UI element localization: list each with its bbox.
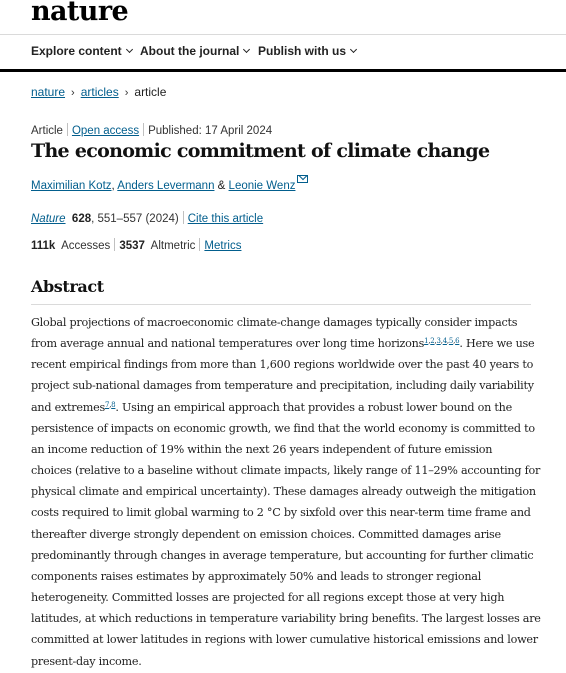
breadcrumb-articles-link[interactable]: articles bbox=[80, 85, 119, 99]
breadcrumb-current: article bbox=[134, 85, 167, 99]
abstract-line: physical climate and empirical uncertainty). These damages already outweigh the mitigation bbox=[31, 485, 536, 499]
section-divider bbox=[31, 304, 531, 305]
abstract-line: Global projections of macroeconomic climate-change damages typically consider impacts bbox=[31, 316, 518, 329]
article-meta bbox=[31, 123, 272, 137]
published-date: Published: 17 April 2024 bbox=[148, 125, 273, 137]
chevron-right-icon: › bbox=[71, 87, 75, 99]
nav-explore-label: Explore content bbox=[31, 44, 122, 58]
open-access-link[interactable]: Open access bbox=[71, 125, 140, 137]
abstract-line: components raises estimates by approximately 50% and leads to stronger regional bbox=[31, 569, 482, 583]
chevron-down-icon bbox=[126, 46, 133, 53]
nav-about-label: About the journal bbox=[140, 44, 240, 58]
chevron-down-icon bbox=[243, 46, 250, 53]
journal-volume: 628 bbox=[71, 213, 92, 225]
nature-logo[interactable]: nature bbox=[31, 0, 129, 27]
article-metrics bbox=[31, 238, 241, 252]
abstract-line: project sub-national damages from temperature and precipitation, including daily variability bbox=[31, 379, 534, 393]
abstract-line bbox=[31, 333, 541, 354]
divider bbox=[199, 238, 200, 251]
citation-refs: 1,2,3,4,5,6 bbox=[424, 337, 460, 346]
nav-explore-content[interactable] bbox=[31, 44, 132, 58]
breadcrumb-home-link[interactable]: nature bbox=[31, 85, 66, 99]
abstract-line: recent empirical findings from more than 1,600 regions worldwide over the past 40 years to bbox=[31, 358, 534, 372]
cite-article-link[interactable]: Cite this article bbox=[187, 213, 264, 225]
author-list bbox=[31, 180, 308, 192]
journal-name-link[interactable]: Nature bbox=[31, 213, 66, 225]
abstract-line: an income reduction of 19% within the next 26 years independent of future emission bbox=[31, 442, 493, 456]
nav-publish-label: Publish with us bbox=[258, 44, 347, 58]
mail-icon[interactable] bbox=[297, 175, 308, 183]
abstract-line: choices (relative to a baseline without climate impacts, likely range of 11–29% accounting for bbox=[31, 464, 541, 478]
divider bbox=[114, 238, 115, 251]
abstract-text-segment: . Using an empirical approach that provides a robust lower bound on the bbox=[115, 400, 512, 414]
citation-link[interactable]: 1 bbox=[424, 337, 429, 346]
divider bbox=[183, 211, 184, 224]
citation-link[interactable]: 6 bbox=[455, 337, 460, 346]
altmetric-count: 3537 bbox=[119, 240, 145, 252]
citation-link[interactable]: 5 bbox=[448, 337, 454, 346]
divider bbox=[143, 123, 144, 136]
abstract-text-segment: . Here we use bbox=[459, 337, 535, 351]
author-ampersand: & bbox=[217, 180, 226, 192]
abstract-text bbox=[31, 312, 541, 672]
author-link[interactable]: Maximilian Kotz bbox=[31, 180, 112, 192]
citation-refs: 7,8 bbox=[104, 400, 116, 409]
accesses-count: 111k bbox=[31, 240, 56, 252]
chevron-right-icon: › bbox=[124, 87, 129, 99]
journal-citation bbox=[31, 211, 263, 225]
main-nav bbox=[0, 34, 566, 69]
journal-pages: , 551–557 (2024) bbox=[91, 213, 179, 225]
citation-link[interactable]: 3 bbox=[436, 337, 441, 346]
nav-about-journal[interactable] bbox=[140, 44, 249, 58]
metrics-link[interactable]: Metrics bbox=[204, 240, 242, 252]
author-separator: , bbox=[111, 180, 115, 192]
abstract-line: present-day income. bbox=[31, 654, 142, 668]
divider bbox=[67, 123, 68, 136]
citation-link[interactable]: 8 bbox=[111, 400, 116, 409]
abstract-heading: Abstract bbox=[31, 277, 104, 296]
abstract-line bbox=[31, 397, 541, 418]
author-link[interactable]: Anders Levermann bbox=[117, 180, 215, 192]
citation-link[interactable]: 2 bbox=[430, 337, 435, 346]
nav-divider bbox=[0, 69, 566, 72]
abstract-line: thereafter diverge strongly dependent on emission choices. Committed damages arise bbox=[31, 527, 501, 541]
article-title: The economic commitment of climate change bbox=[31, 140, 490, 162]
accesses-label: Accesses bbox=[61, 240, 111, 252]
nav-publish-with-us[interactable] bbox=[258, 44, 356, 58]
abstract-line: latitudes, at which reductions in temperature variability bring benefits. The largest losses are bbox=[31, 612, 541, 626]
altmetric-label: Altmetric bbox=[150, 240, 196, 252]
citation-link[interactable]: 7 bbox=[104, 400, 110, 409]
chevron-down-icon bbox=[350, 46, 357, 53]
abstract-line: committed at lower latitudes in regions with lower cumulative historical emissions and lower bbox=[31, 633, 538, 647]
abstract-text-segment: and extremes bbox=[31, 400, 105, 414]
abstract-line: heterogeneity. Committed losses are projected for all regions except those at very high bbox=[31, 591, 505, 605]
abstract-text-segment: from average annual and national temperatures over long time horizons bbox=[31, 337, 425, 351]
abstract-line: persistence of impacts on economic growth, we find that the world economy is committed to bbox=[31, 421, 535, 435]
breadcrumb bbox=[31, 85, 166, 99]
abstract-line: predominantly through changes in average temperature, but accounting for further climatic bbox=[31, 548, 534, 562]
abstract-line: costs required to limit global warming to 2 °C by sixfold over this near-term time frame and bbox=[31, 506, 531, 520]
article-type: Article bbox=[31, 125, 63, 137]
citation-link[interactable]: 4 bbox=[442, 337, 447, 346]
author-link[interactable]: Leonie Wenz bbox=[228, 180, 296, 192]
